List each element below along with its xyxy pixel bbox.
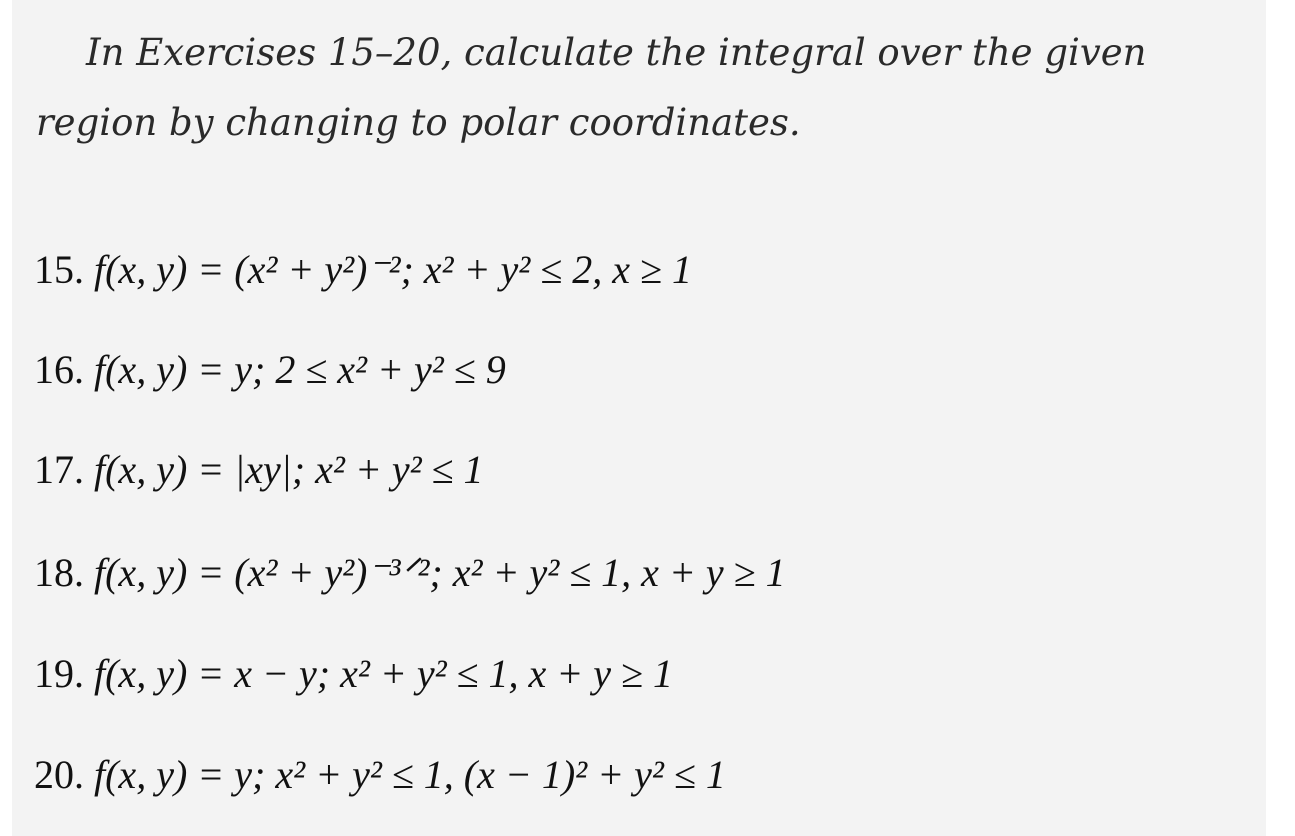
exercise-formula: f(x, y) = x − y; x² + y² ≤ 1, x + y ≥ 1 [94,651,673,696]
exercise-number: 17. [34,447,84,492]
exercise-19 [34,651,673,696]
exercise-formula: f(x, y) = (x² + y²)⁻³ᐟ²; x² + y² ≤ 1, x + y ≥ 1 [94,550,786,595]
exercise-17 [34,447,484,492]
exercise-formula: f(x, y) = (x² + y²)⁻²; x² + y² ≤ 2, x ≥ 1 [94,247,692,292]
exercise-formula: f(x, y) = y; x² + y² ≤ 1, (x − 1)² + y² ≤ 1 [94,752,726,797]
exercise-number: 18. [34,550,84,595]
exercise-number: 15. [34,247,84,292]
exercise-panel [12,0,1266,836]
exercise-18 [34,550,786,595]
exercise-formula: f(x, y) = |xy|; x² + y² ≤ 1 [94,447,484,492]
exercise-number: 19. [34,651,84,696]
exercise-formula: f(x, y) = y; 2 ≤ x² + y² ≤ 9 [94,347,506,392]
exercise-15 [34,247,692,292]
instructions-paragraph: In Exercises 15–20, calculate the integral over the given region by changing to polar coordinates. [36,31,1147,144]
exercise-number: 20. [34,752,84,797]
exercise-number: 16. [34,347,84,392]
exercise-16 [34,347,506,392]
exercise-20 [34,752,726,797]
